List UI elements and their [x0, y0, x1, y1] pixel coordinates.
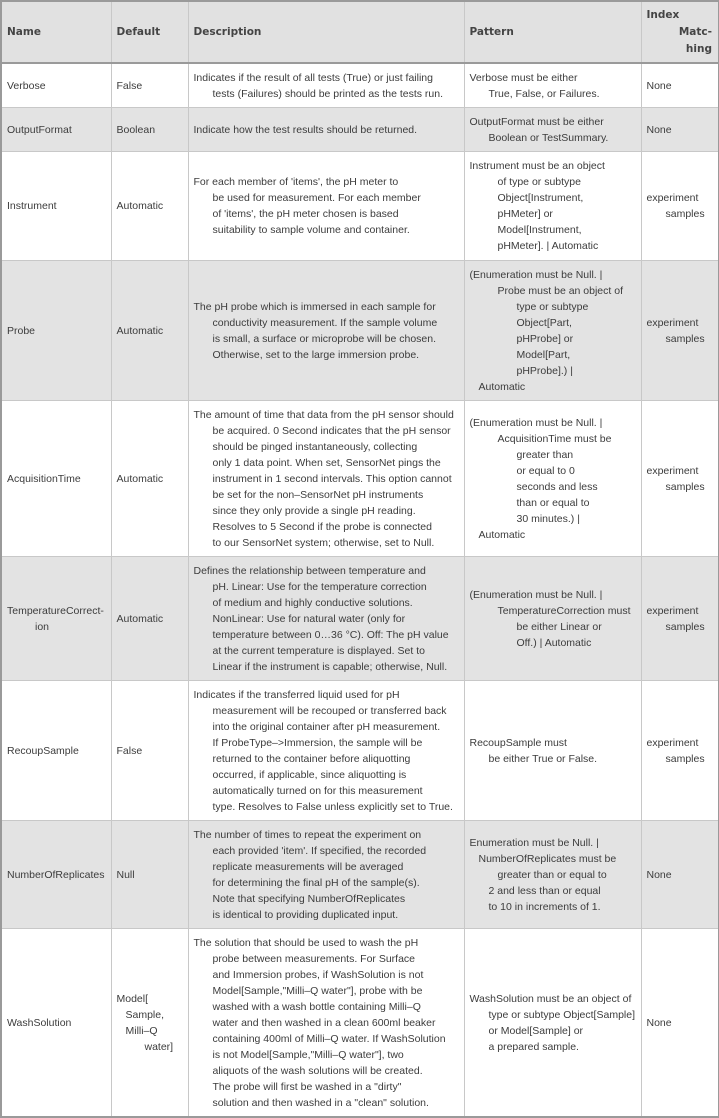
description-line: suitability to sample volume and container.	[212, 224, 410, 236]
cell-pattern	[464, 152, 641, 261]
header-description: Description	[188, 1, 464, 63]
description-line: Otherwise, set to the large immersion probe.	[212, 348, 420, 361]
name-line: ion	[35, 620, 50, 633]
cell-pattern	[464, 821, 641, 929]
description-line: probe between measurements. For Surface	[212, 952, 416, 965]
pattern-line: than or equal to	[516, 496, 590, 509]
pattern-line: AcquisitionTime must be	[497, 432, 612, 445]
cell-index-matching	[641, 821, 719, 929]
cell-pattern	[464, 929, 641, 1118]
pattern-line: RecoupSample must	[469, 736, 567, 749]
index-line: None	[646, 123, 672, 136]
description-line: instrument in 1 second intervals. This option cannot	[212, 472, 452, 485]
table-row	[1, 152, 719, 261]
description-line: If ProbeType–>Immersion, the sample will be	[212, 736, 423, 749]
table-row	[1, 108, 719, 152]
cell-index-matching	[641, 681, 719, 821]
cell-index-matching	[641, 929, 719, 1118]
pattern-line: Automatic	[478, 528, 526, 541]
index-line: None	[646, 868, 672, 881]
pattern-line: Object[Instrument,	[497, 192, 584, 204]
pattern-line: pHMeter]. | Automatic	[497, 240, 599, 252]
pattern-line: 2 and less than or equal	[488, 884, 601, 897]
pattern-line: Automatic	[478, 380, 526, 393]
cell-pattern	[464, 63, 641, 108]
cell-index-matching	[641, 108, 719, 152]
description-line: is not Model[Sample,"Milli–Q water"], two	[212, 1048, 404, 1061]
index-line: samples	[665, 332, 705, 345]
cell-description	[188, 929, 464, 1118]
cell-index-matching	[641, 557, 719, 681]
default-line: Sample,	[125, 1008, 165, 1021]
description-line: The probe will first be washed in a "dirty"	[212, 1080, 402, 1093]
header-index-matching	[641, 1, 719, 63]
cell-description	[188, 821, 464, 929]
description-line: containing 400ml of Milli–Q water. If WashSolution	[212, 1032, 446, 1045]
index-line: samples	[665, 208, 705, 220]
pattern-line: Enumeration must be Null. |	[469, 836, 599, 849]
pattern-line: pHProbe] or	[516, 332, 574, 345]
description-line: into the original container after pH measurement.	[212, 720, 441, 733]
cell-description	[188, 401, 464, 557]
index-line: samples	[665, 480, 705, 493]
description-line: conductivity measurement. If the sample volume	[212, 316, 438, 329]
description-line: is identical to providing duplicated input.	[212, 908, 399, 921]
pattern-line: Probe must be an object of	[497, 284, 623, 297]
description-line: be acquired. 0 Second indicates that the pH sensor	[212, 424, 451, 437]
default-line: Milli–Q	[125, 1024, 158, 1037]
cell-name: AcquisitionTime	[1, 401, 111, 557]
cell-name: Probe	[1, 261, 111, 401]
description-line: to our SensorNet system; otherwise, set to Null.	[212, 536, 435, 549]
cell-name	[1, 557, 111, 681]
header-name: Name	[1, 1, 111, 63]
pattern-line: seconds and less	[516, 480, 598, 493]
cell-index-matching	[641, 63, 719, 108]
description-line: be set for the non–SensorNet pH instruments	[212, 488, 424, 501]
index-line: samples	[665, 620, 705, 633]
index-line: experiment	[646, 192, 699, 204]
description-line: tests (Failures) should be printed as the tests run.	[212, 87, 444, 100]
pattern-line: 30 minutes.) |	[516, 512, 580, 525]
cell-name: Verbose	[1, 63, 111, 108]
description-line: solution and then washed in a "clean" solution.	[212, 1096, 429, 1109]
description-line: for determining the final pH of the sample(s).	[212, 876, 420, 889]
pattern-line: type or subtype Object[Sample]	[488, 1008, 635, 1021]
cell-description	[188, 152, 464, 261]
cell-description	[188, 63, 464, 108]
pattern-line: pHMeter] or	[497, 208, 553, 220]
index-line: None	[646, 1016, 672, 1029]
table-row	[1, 821, 719, 929]
pattern-line: Instrument must be an object	[469, 160, 605, 172]
cell-index-matching	[641, 261, 719, 401]
pattern-line: (Enumeration must be Null. |	[469, 268, 603, 281]
default-line: water]	[144, 1040, 174, 1053]
description-line: type. Resolves to False unless explicitly set to True.	[212, 800, 453, 813]
pattern-line: greater than	[516, 448, 574, 461]
cell-index-matching	[641, 152, 719, 261]
pattern-line: (Enumeration must be Null. |	[469, 588, 603, 601]
description-line: Indicates if the transferred liquid used for pH	[193, 688, 400, 701]
table-row	[1, 557, 719, 681]
pattern-line: a prepared sample.	[488, 1040, 579, 1053]
table-row	[1, 401, 719, 557]
pattern-line: (Enumeration must be Null. |	[469, 416, 603, 429]
description-line: aliquots of the wash solutions will be created.	[212, 1064, 423, 1077]
description-line: The solution that should be used to wash the pH	[193, 936, 419, 949]
description-line: pH. Linear: Use for the temperature correction	[212, 580, 427, 593]
description-line: replicate measurements will be averaged	[212, 860, 404, 873]
description-line: temperature between 0…36 °C). Off: The pH value	[212, 628, 449, 641]
header-row	[1, 1, 719, 63]
cell-default	[111, 929, 188, 1118]
pattern-line: be either True or False.	[488, 752, 598, 765]
description-line: washed with a wash bottle containing Milli–Q	[212, 1000, 421, 1013]
description-line: For each member of 'items', the pH meter to	[193, 176, 399, 188]
pattern-line: WashSolution must be an object of	[469, 992, 632, 1005]
description-line: Linear if the instrument is capable; otherwise, Null.	[212, 660, 448, 673]
description-line: since they only provide a single pH reading.	[212, 504, 416, 517]
description-line: measurement will be recouped or transferred back	[212, 704, 447, 717]
pattern-line: to 10 in increments of 1.	[488, 900, 601, 913]
pattern-line: Model[Part,	[516, 348, 571, 361]
cell-default: False	[111, 63, 188, 108]
cell-name: NumberOfReplicates	[1, 821, 111, 929]
cell-description	[188, 261, 464, 401]
description-line: Indicates if the result of all tests (True) or just failing	[193, 71, 433, 84]
name-line: TemperatureCorrect-	[7, 604, 104, 617]
cell-name: RecoupSample	[1, 681, 111, 821]
header-index-line: hing	[685, 42, 712, 55]
description-line: is small, a surface or microprobe will be chosen.	[212, 332, 437, 345]
description-line: The amount of time that data from the pH sensor should	[193, 408, 454, 421]
pattern-line: Verbose must be either	[469, 71, 578, 84]
cell-description	[188, 557, 464, 681]
description-line: Model[Sample,"Milli–Q water"], probe with be	[212, 984, 423, 997]
description-line: Defines the relationship between temperature and	[193, 564, 426, 577]
description-line: returned to the container before aliquotting	[212, 752, 411, 765]
description-line: The number of times to repeat the experiment on	[193, 828, 422, 841]
pattern-line: or equal to 0	[516, 464, 575, 477]
index-line: experiment	[646, 736, 699, 749]
pattern-line: of type or subtype	[497, 176, 581, 188]
cell-index-matching	[641, 401, 719, 557]
pattern-line: OutputFormat must be either	[469, 115, 604, 128]
index-line: experiment	[646, 316, 699, 329]
cell-pattern	[464, 681, 641, 821]
cell-pattern	[464, 401, 641, 557]
description-line: should be pinged instantaneously, collecting	[212, 440, 418, 453]
pattern-line: Boolean or TestSummary.	[488, 131, 609, 144]
cell-default: Automatic	[111, 261, 188, 401]
cell-default: Automatic	[111, 152, 188, 261]
description-line: only 1 data point. When set, SensorNet pings the	[212, 456, 441, 469]
header-index-line: Matc-	[678, 25, 712, 38]
description-line: each provided 'item'. If specified, the recorded	[212, 844, 427, 857]
pattern-line: Off.) | Automatic	[516, 636, 592, 649]
table-row	[1, 681, 719, 821]
cell-default: False	[111, 681, 188, 821]
description-line: The pH probe which is immersed in each sample for	[193, 300, 436, 313]
pattern-line: Object[Part,	[516, 316, 572, 329]
description-line: automatically turned on for this measurement	[212, 784, 423, 797]
description-line: be used for measurement. For each member	[212, 192, 421, 204]
cell-description	[188, 108, 464, 152]
header-pattern: Pattern	[464, 1, 641, 63]
description-line: at the current temperature is displayed. Set to	[212, 644, 425, 657]
pattern-line: Model[Instrument,	[497, 224, 582, 236]
description-line: occurred, if applicable, since aliquotting is	[212, 768, 407, 781]
description-line: of 'items', the pH meter chosen is based	[212, 208, 399, 220]
cell-default: Automatic	[111, 401, 188, 557]
pattern-line: greater than or equal to	[497, 868, 607, 881]
cell-pattern	[464, 261, 641, 401]
pattern-line: type or subtype	[516, 300, 589, 313]
index-line: samples	[665, 752, 705, 765]
pattern-line: be either Linear or	[516, 620, 602, 633]
description-line: Note that specifying NumberOfReplicates	[212, 892, 406, 905]
cell-pattern	[464, 108, 641, 152]
index-line: None	[646, 79, 672, 92]
cell-description	[188, 681, 464, 821]
cell-name: Instrument	[1, 152, 111, 261]
index-line: experiment	[646, 604, 699, 617]
table-row	[1, 261, 719, 401]
header-index-line: Index	[646, 8, 680, 21]
index-line: experiment	[646, 464, 699, 477]
pattern-line: pHProbe].) |	[516, 364, 573, 377]
cell-name: WashSolution	[1, 929, 111, 1118]
description-line: water and then washed in a clean 600ml beaker	[212, 1016, 436, 1029]
header-default: Default	[111, 1, 188, 63]
table-row	[1, 929, 719, 1118]
pattern-line: NumberOfReplicates must be	[478, 852, 617, 865]
cell-name: OutputFormat	[1, 108, 111, 152]
cell-default: Boolean	[111, 108, 188, 152]
pattern-line: TemperatureCorrection must	[497, 604, 631, 617]
pattern-line: True, False, or Failures.	[488, 87, 600, 100]
description-line: Resolves to 5 Second if the probe is connected	[212, 520, 432, 533]
description-line: Indicate how the test results should be returned.	[193, 123, 418, 136]
cell-default: Automatic	[111, 557, 188, 681]
description-line: NonLinear: Use for natural water (only for	[212, 612, 406, 625]
pattern-line: or Model[Sample] or	[488, 1024, 584, 1037]
cell-pattern	[464, 557, 641, 681]
cell-default: Null	[111, 821, 188, 929]
description-line: and Immersion probes, if WashSolution is not	[212, 968, 424, 981]
description-line: of medium and highly conductive solutions.	[212, 596, 413, 609]
default-line: Model[	[116, 992, 149, 1005]
table-row	[1, 63, 719, 108]
